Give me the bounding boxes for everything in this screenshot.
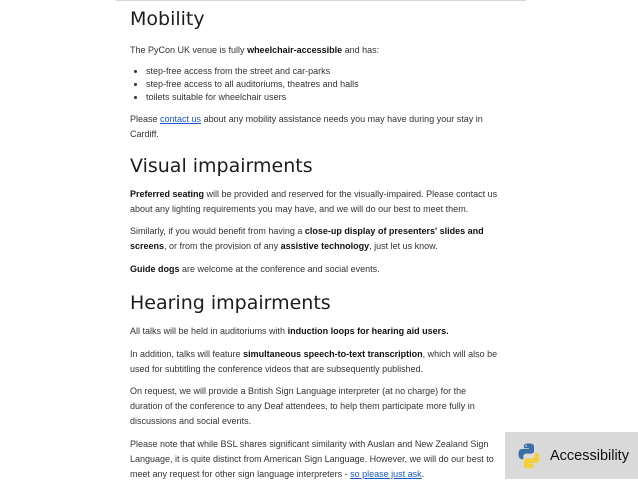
list-item: • step-free access to all auditoriums, theatres and halls [146, 78, 500, 91]
mobility-intro [130, 43, 500, 58]
visual-p3-rest: are welcome at the conference and social events. [179, 264, 380, 274]
accessibility-label: Accessibility [550, 447, 629, 464]
mobility-intro-bold: wheelchair-accessible [247, 45, 343, 55]
mobility-contact [130, 112, 500, 142]
mobility-intro-pre: The PyCon UK venue is fully [130, 45, 248, 55]
visual-p1-rest: will be provided and reserved for the visually-impaired. Please contact us about any lighting requirements you may have, and we will do our best to meet them. [130, 189, 498, 214]
hearing-p4-post: . [421, 469, 425, 479]
visual-p2-c: , or from the provision of any [164, 241, 281, 251]
hearing-p1-pre: All talks will be held in auditoriums with [130, 326, 288, 336]
mobility-contact-post: about any mobility assistance needs you may have during your stay in Cardiff. [130, 114, 483, 139]
list-item: • toilets suitable for wheelchair users [146, 91, 500, 104]
hearing-paragraph-3: On request, we will provide a British Sign Language interpreter (at no charge) for the duration of the conference to any Deaf attendees, to help them participate more fully in discussions and social events. [130, 386, 475, 426]
mobility-intro-post: and has: [342, 45, 380, 55]
accessibility-badge [505, 432, 638, 479]
visual-p2-b: close-up display of presenters' slides and screens [130, 226, 484, 251]
list-item: • step-free access from the street and car-parks [146, 65, 500, 78]
hearing-p4-pre: Please note that while BSL shares significant similarity with Auslan and New Zealand Sign Language, it is quite distinct from American Sign Language. However, we will do our best to meet any request for other sign language interpreters - [130, 439, 494, 479]
hearing-paragraph-2 [130, 347, 500, 377]
hearing-paragraph-1 [130, 324, 500, 339]
hearing-paragraph-4 [130, 437, 500, 482]
hearing-p2-bold: simultaneous speech-to-text transcription [243, 349, 423, 359]
visual-p2-a: Similarly, if you would benefit from having a [130, 226, 305, 236]
visual-paragraph-3 [130, 262, 500, 277]
hearing-p2-pre: In addition, talks will feature [130, 349, 244, 359]
document-content [130, 6, 500, 482]
hearing-heading: Hearing impairments [130, 292, 331, 314]
contact-us-link[interactable]: contact us [160, 114, 202, 124]
mobility-contact-pre: Please [130, 114, 161, 124]
visual-heading: Visual impairments [130, 155, 313, 177]
hearing-p2-post: , which will also be used for subtitling the conference videos that are subsequently published. [130, 349, 498, 374]
top-divider [116, 0, 526, 1]
visual-p1-bold: Preferred seating [130, 189, 205, 199]
please-just-ask-link[interactable]: so please just ask [350, 469, 422, 479]
visual-paragraph-2 [130, 224, 500, 254]
hearing-p1-bold: induction loops for hearing aid users. [287, 326, 449, 336]
mobility-list [130, 65, 500, 104]
mobility-heading: Mobility [130, 8, 205, 30]
visual-p2-d: assistive technology [280, 241, 370, 251]
python-logo-icon [515, 442, 543, 470]
visual-p3-bold: Guide dogs [130, 264, 180, 274]
visual-paragraph-1 [130, 187, 500, 217]
visual-p2-e: , just let us know. [369, 241, 438, 251]
